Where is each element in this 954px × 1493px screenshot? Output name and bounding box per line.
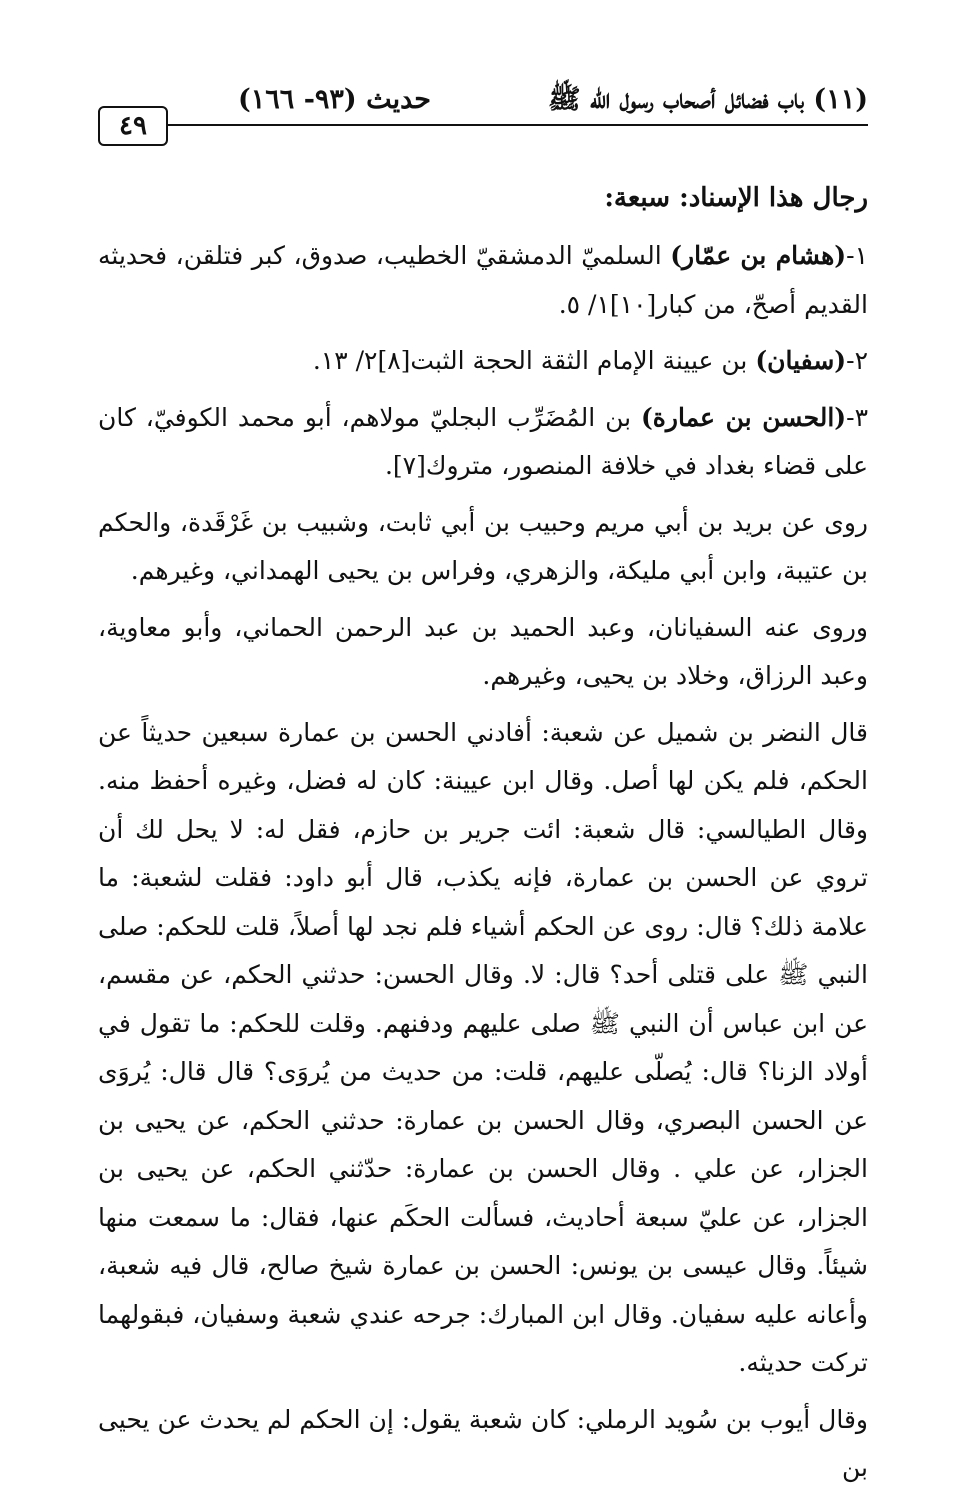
page-number: ٤٩ — [119, 111, 147, 141]
header-rule — [168, 124, 868, 126]
chapter-title: (١١) باب فضائل أصحاب رسول الله ﷺ — [547, 84, 868, 115]
narrator-number: ١- — [846, 241, 868, 270]
book-page — [98, 72, 869, 1482]
narrator-name: (الحسن بن عمارة) — [640, 402, 847, 432]
body-paragraph-2: وروى عنه السفيانان، وعبد الحميد بن عبد الرحمن الحماني، وأبو معاوية، وعبد الرزاق، وخلاد بن يحيى، وغيرهم. — [98, 612, 868, 690]
narrator-entry-2 — [98, 337, 868, 386]
running-head — [238, 82, 868, 122]
body-paragraph-3: قال النضر بن شميل عن شعبة: أفادني الحسن بن عمارة سبعين حديثاً عن الحكم، فلم يكن لها أصل. وقال ابن عيينة: كان له فضل، وغيره أحفظ منه. وقال الطيالسي: قال شعبة: ائت جرير بن حازم، فقل له: لا يحل لك أن تروي عن الحسن بن عمارة، فإنه يكذب، قال أبو داود: فقلت لشعبة: ما علامة ذلك؟ قال: روى عن الحكم أشياء فلم نجد لها أصلاً، قلت للحكم: صلى النبي ﷺ على قتلى أحد؟ قال: لا. وقال الحسن: حدثني الحكم، عن مقسم، عن ابن عباس أن النبي ﷺ صلى عليهم ودفنهم. وقلت للحكم: ما تقول في أولاد الزنا؟ قال: يُصلّى عليهم، قلت: من حديث من يُروَى؟ قال قال: يُروَى عن الحسن البصري، وقال الحسن بن عمارة: حدثني الحكم، عن يحيى بن الجزار، عن علي . وقال الحسن بن عمارة: حدّثني الحكم، عن يحيى بن الجزار، عن عليّ سبعة أحاديث، فسألت الحكَم عنها، فقال: ما سمعت منها شيئاً. وقال عيسى بن يونس: الحسن بن عمارة شيخ صالح، قال فيه شعبة، وأعانه عليه سفيان. وقال ابن المبارك: جرحه عندي شعبة وسفيان، فبقولهما تركت حديثه. — [98, 717, 868, 1377]
section-heading: رجال هذا الإسناد: سبعة: — [604, 183, 868, 213]
narrator-entry-3 — [98, 394, 868, 491]
narrator-name: (سفيان) — [755, 346, 847, 375]
narrator-number: ٢- — [846, 346, 868, 375]
narrator-entry-1 — [98, 232, 868, 329]
narrator-description: بن المُضَرِّب البجليّ مولاهم، أبو محمد الكوفيّ، كان على قضاء بغداد في خلافة المنصور، متروك[٧]. — [98, 402, 868, 480]
hadith-range: حديث (٩٣- ١٦٦) — [238, 84, 431, 115]
narrator-name: (هشام بن عمّار) — [670, 241, 847, 270]
narrator-description: السلميّ الدمشقيّ الخطيب، صدوق، كبر فتلقن، فحديثه القديم أصحّ، من كبار[١٠]١/ ٥. — [98, 241, 868, 319]
body-paragraph-4: وقال أيوب بن سُويد الرملي: كان شعبة يقول: إن الحكم لم يحدث عن يحيى بن — [98, 1404, 868, 1482]
narrator-description: بن عيينة الإمام الثقة الحجة الثبت[٨]٢/ ١٣. — [312, 346, 756, 375]
narrator-number: ٣- — [846, 402, 869, 432]
body-paragraph-1: روى عن بريد بن أبي مريم وحبيب بن أبي ثابت، وشبيب بن غَرْقَدة، والحكم بن عتيبة، وابن أبي مليكة، والزهري، وفراس بن يحيى الهمداني، وغيرهم. — [98, 507, 868, 585]
page-number-box — [98, 106, 168, 146]
page-header — [98, 72, 868, 152]
